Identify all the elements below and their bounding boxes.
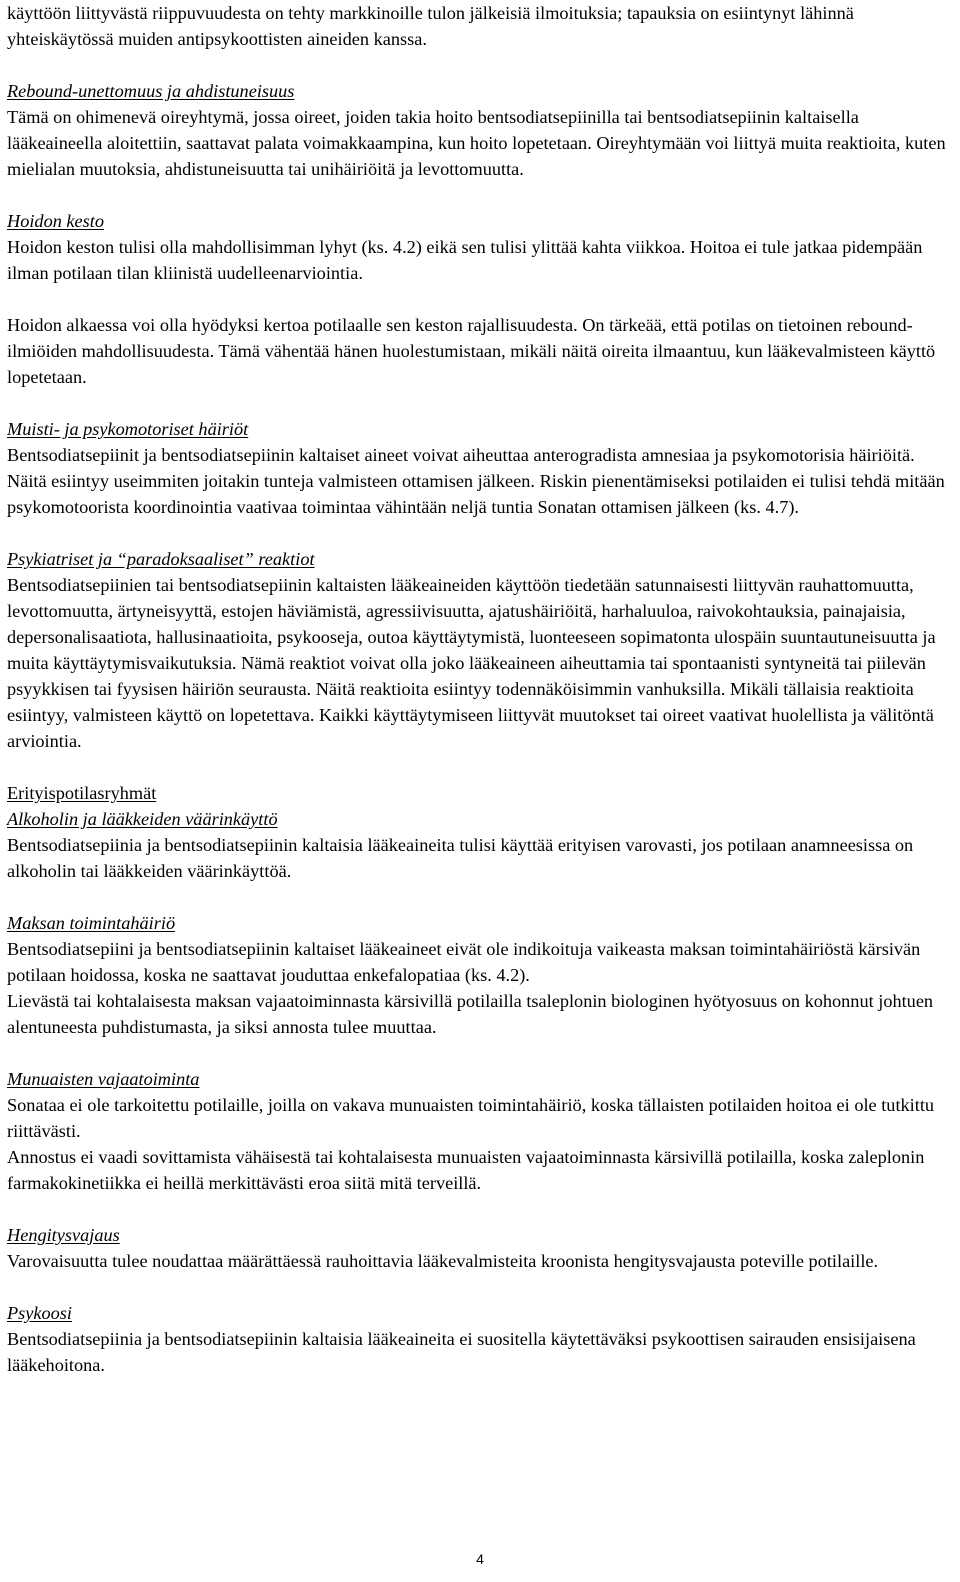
spacer — [7, 286, 953, 312]
kidney-heading: Munuaisten vajaatoiminta — [7, 1069, 200, 1089]
rebound-paragraph: Tämä on ohimenevä oireyhtymä, jossa oireet, joiden takia hoito bentsodiatsepiinilla tai bentsodiatsepiinin kaltaisella lääkeaineella aloitettiin, saattavat palata voimakkaampina, kun hoito lopetetaan. Oireyhtymään voi liittyä muita reaktioita, kuten mielialan muutoksia, ahdistuneisuutta tai unihäiriöitä ja levottomuutta. — [7, 107, 946, 179]
spacer — [7, 182, 953, 208]
spacer — [7, 754, 953, 780]
liver-paragraph-2: Lievästä tai kohtalaisesta maksan vajaatoiminnasta kärsivillä potilailla tsaleplonin biologinen hyötyosuus on kohonnut johtuen alentuneesta puhdistumasta, ja siksi annosta tulee muuttaa. — [7, 991, 934, 1037]
spacer — [7, 884, 953, 910]
liver-paragraph-1: Bentsodiatsepiini ja bentsodiatsepiinin kaltaiset lääkeaineet eivät ole indikoituja vaikeasta maksan toimintahäiriöstä kärsivän potilaan hoidossa, koska ne saattavat jouduttaa enkefalopatiaa (ks. 4.2). — [7, 939, 921, 985]
spacer — [7, 520, 953, 546]
respiratory-paragraph: Varovaisuutta tulee noudattaa määrättäessä rauhoittavia lääkevalmisteita kroonista hengitysvajausta poteville potilaille. — [7, 1251, 879, 1271]
page-number: 4 — [476, 1551, 484, 1567]
spacer — [7, 1040, 953, 1066]
memory-paragraph: Bentsodiatsepiinit ja bentsodiatsepiinin kaltaiset aineet voivat aiheuttaa anterogradista amnesiaa ja psykomotorisia häiriöitä. Näitä esiintyy useimmiten joitakin tunteja valmisteen ottamisen jälkeen. Riskin pienentämiseksi potilaiden ei tulisi tehdä mitään psykomotoorista koordinointia vaativaa toimintaa vähintään neljä tuntia Sonatan ottamisen jälkeen (ks. 4.7). — [7, 445, 945, 517]
duration-paragraph-1: Hoidon keston tulisi olla mahdollisimman lyhyt (ks. 4.2) eikä sen tulisi ylittää kahta viikkoa. Hoitoa ei tule jatkaa pidempään ilman potilaan tilan kliinistä uudelleenarviointia. — [7, 237, 923, 283]
intro-paragraph: käyttöön liittyvästä riippuvuudesta on tehty markkinoille tulon jälkeisiä ilmoituksia; tapauksia on esiintynyt lähinnä yhteiskäytössä muiden antipsykoottisten aineiden kanssa. — [7, 3, 854, 49]
alcohol-heading: Alkoholin ja lääkkeiden väärinkäyttö — [7, 809, 278, 829]
memory-heading: Muisti- ja psykomotoriset häiriöt — [7, 419, 249, 439]
spacer — [7, 52, 953, 78]
special-groups-heading: Erityispotilasryhmät — [7, 783, 157, 803]
spacer — [7, 1196, 953, 1222]
kidney-paragraph-2: Annostus ei vaadi sovittamista vähäisestä tai kohtalaisesta munuaisten vajaatoiminnasta kärsivillä potilailla, koska zaleplonin farmakokinetiikka ei heillä merkittävästi eroa siitä mitä terveillä. — [7, 1147, 925, 1193]
psychosis-paragraph: Bentsodiatsepiinia ja bentsodiatsepiinin kaltaisia lääkeaineita ei suositella käytettäväksi psykoottisen sairauden ensisijaisena lääkehoitona. — [7, 1329, 916, 1375]
duration-paragraph-2: Hoidon alkaessa voi olla hyödyksi kertoa potilaalle sen keston rajallisuudesta. On tärkeää, että potilas on tietoinen rebound-ilmiöiden mahdollisuudesta. Tämä vähentää hänen huolestumistaan, mikäli näitä oireita ilmaantuu, kun lääkevalmisteen käyttö lopetetaan. — [7, 315, 936, 387]
duration-heading: Hoidon kesto — [7, 211, 104, 231]
kidney-paragraph-1: Sonataa ei ole tarkoitettu potilaille, joilla on vakava munuaisten toimintahäiriö, koska tällaisten potilaiden hoitoa ei ole tutkittu riittävästi. — [7, 1095, 935, 1141]
spacer — [7, 390, 953, 416]
respiratory-heading: Hengitysvajaus — [7, 1225, 120, 1245]
liver-heading: Maksan toimintahäiriö — [7, 913, 176, 933]
document-page — [7, 0, 953, 1378]
spacer — [7, 1274, 953, 1300]
rebound-heading: Rebound-unettomuus ja ahdistuneisuus — [7, 81, 295, 101]
psychiatric-paragraph: Bentsodiatsepiinien tai bentsodiatsepiinin kaltaisten lääkeaineiden käyttöön tiedetään satunnaisesti liittyvän rauhattomuutta, levottomuutta, ärtyneisyyttä, estojen häviämistä, agressiivisuutta, ajatushäiriöitä, harhaluuloa, raivokohtauksia, painajaisia, depersonalisaatiota, hallusinaatioita, psykooseja, outoa käyttäytymistä, luonteeseen sopimatonta ulospäin suuntautuneisuutta ja muita käyttäytymisvaikutuksia. Nämä reaktiot voivat olla joko lääkeaineen aiheuttamia tai spontaanisti syntyneitä tai piilevän psyykkisen tai fyysisen häiriön seurausta. Näitä reaktioita esiintyy todennäköisimmin vanhuksilla. Mikäli tällaisia reaktioita esiintyy, valmisteen käyttö on lopetettava. Kaikki käyttäytymiseen liittyvät muutokset tai oireet vaativat huolellista ja välitöntä arviointia. — [7, 575, 936, 751]
psychosis-heading: Psykoosi — [7, 1303, 72, 1323]
psychiatric-heading: Psykiatriset ja “paradoksaaliset” reaktiot — [7, 549, 315, 569]
alcohol-paragraph: Bentsodiatsepiinia ja bentsodiatsepiinin kaltaisia lääkeaineita tulisi käyttää erityisen varovasti, jos potilaan anamneesissa on alkoholin tai lääkkeiden väärinkäyttöä. — [7, 835, 914, 881]
